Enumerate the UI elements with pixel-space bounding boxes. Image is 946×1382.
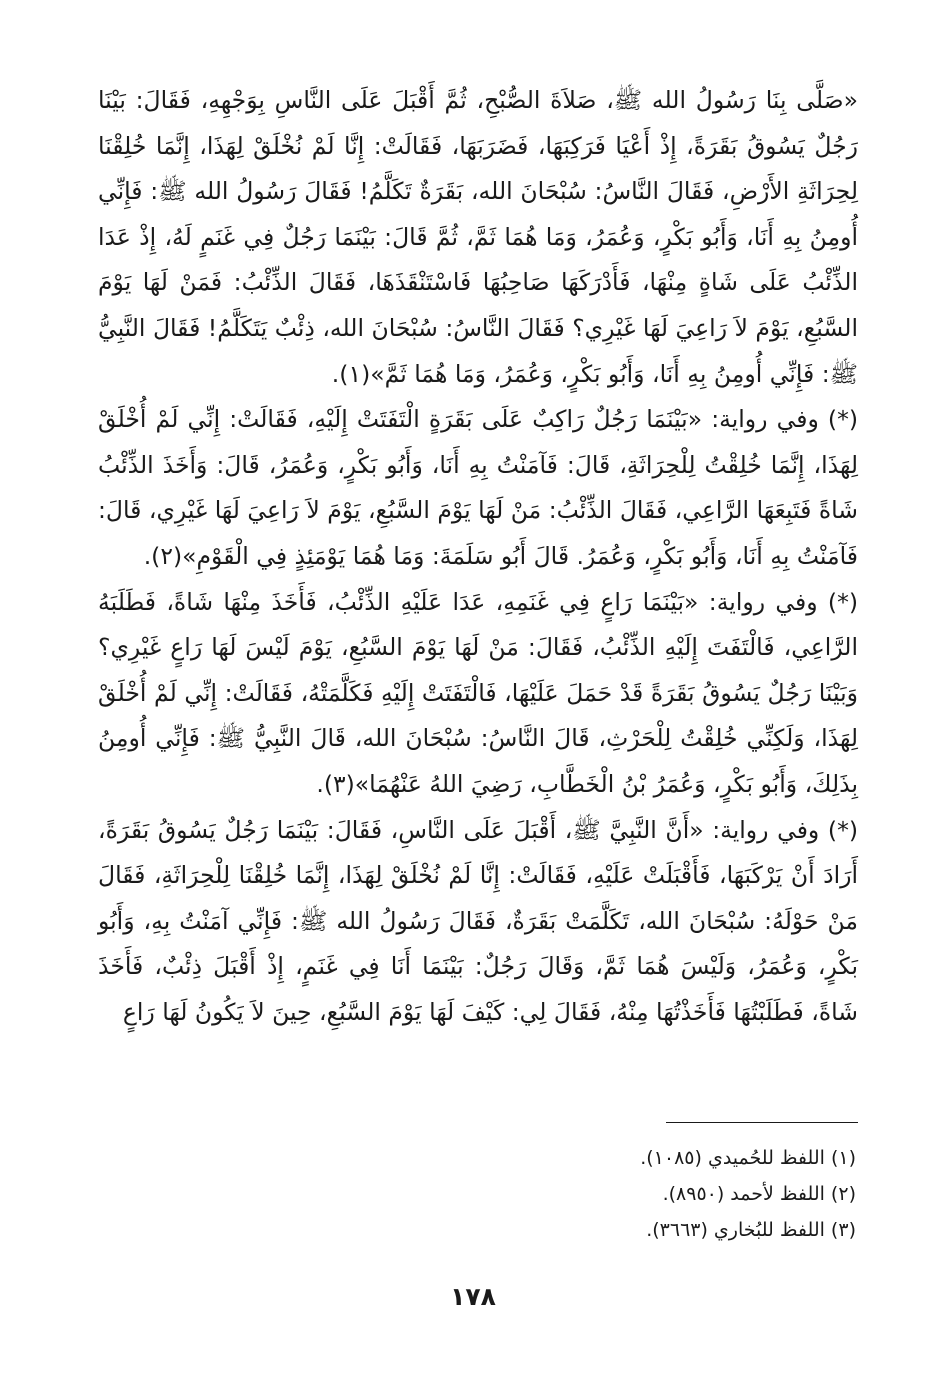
paragraph-1: «صَلَّى بِنَا رَسُولُ الله ﷺ، صَلاَةَ الصُّبْحِ، ثُمَّ أَقْبَلَ عَلَى النَّاسِ بِوَجْهِهِ، فَقَالَ: بَيْنَا رَجُلٌ يَسُوقُ بَقَرَةً، إِذْ أَعْيَا فَرَكِبَهَا، فَضَرَبَهَا، فَقَالَتْ: إِنَّا لَمْ نُخْلَقْ لِهَذَا، إِنَّمَا خُلِقْنَا لِحِرَاثَةِ الأَرْضِ، فَقَالَ النَّاسُ: سُبْحَانَ الله، بَقَرَةٌ تَكَلَّمُ! فَقَالَ رَسُولُ الله ﷺ: فَإِنِّي أُومِنُ بِهِ أَنَا، وَأَبُو بَكْرٍ، وَعُمَرُ، وَمَا هُمَا ثَمَّ، ثُمَّ قَالَ: بَيْنَمَا رَجُلٌ فِي غَنَمٍ لَهُ، إِذْ عَدَا الذِّئْبُ عَلَى شَاةٍ مِنْهَا، فَأَدْرَكَهَا صَاحِبُهَا فَاسْتَنْقَذَهَا، فَقَالَ الذِّئْبُ: فَمَنْ لَهَا يَوْمَ السَّبُعِ، يَوْمَ لاَ رَاعِيَ لَهَا غَيْرِي؟ فَقَالَ النَّاسُ: سُبْحَانَ الله، ذِئْبٌ يَتَكَلَّمُ! فَقَالَ النَّبِيُّ ﷺ: فَإِنِّي أُومِنُ بِهِ أَنَا، وَأَبُو بَكْرٍ، وَعُمَرُ، وَمَا هُمَا ثَمَّ»(١). [98, 86, 858, 388]
footnotes [98, 1140, 856, 1248]
footnote-2: (٢) اللفظ لأحمد (٨٩٥٠). [662, 1183, 856, 1205]
footnote-separator [666, 1122, 858, 1123]
paragraph-2: (*) وفي رواية: «بَيْنَمَا رَجُلٌ رَاكِبٌ عَلَى بَقَرَةٍ الْتَفَتَتْ إِلَيْهِ، فَقَالَتْ: إِنِّي لَمْ أُخْلَقْ لِهَذَا، إِنَّمَا خُلِقْتُ لِلْحِرَاثَةِ، قَالَ: فَآمَنْتُ بِهِ أَنَا، وَأَبُو بَكْرٍ، وَعُمَرُ، قَالَ: وَأَخَذَ الذِّئْبُ شَاةً فَتَبِعَهَا الرَّاعِي، فَقَالَ الذِّئْبُ: مَنْ لَهَا يَوْمَ السَّبُعِ، يَوْمَ لاَ رَاعِيَ لَهَا غَيْرِي، قَالَ: فَآمَنْتُ بِهِ أَنَا، وَأَبُو بَكْرٍ، وَعُمَرُ. قَالَ أَبُو سَلَمَةَ: وَمَا هُمَا يَوْمَئِذٍ فِي الْقَوْمِ»(٢). [98, 405, 858, 570]
footnote-3: (٣) اللفظ للبُخاري (٣٦٦٣). [646, 1219, 856, 1241]
paragraph-4: (*) وفي رواية: «أَنَّ النَّبِيَّ ﷺ، أَقْبَلَ عَلَى النَّاسِ، فَقَالَ: بَيْنَمَا رَجُلٌ يَسُوقُ بَقَرَةً، أَرَادَ أَنْ يَرْكَبَهَا، فَأَقْبَلَتْ عَلَيْهِ، فَقَالَتْ: إِنَّا لَمْ نُخْلَقْ لِهَذَا، إِنَّمَا خُلِقْنَا لِلْحِرَاثَةِ، فَقَالَ مَنْ حَوْلَهُ: سُبْحَانَ الله، تَكَلَّمَتْ بَقَرَةٌ، فَقَالَ رَسُولُ الله ﷺ: فَإِنِّي آمَنْتُ بِهِ، وَأَبُو بَكْرٍ، وَعُمَرُ، وَلَيْسَ هُمَا ثَمَّ، وَقَالَ رَجُلٌ: بَيْنَمَا أَنَا فِي غَنَمٍ، إِذْ أَقْبَلَ ذِئْبٌ، فَأَخَذَ شَاةً، فَطَلَبْتُهَا فَأَخَذْتُهَا مِنْهُ، فَقَالَ لِي: كَيْفَ لَهَا يَوْمَ السَّبُعِ، حِينَ لاَ يَكُونُ لَهَا رَاعٍ [98, 815, 858, 1026]
paragraph-3: (*) وفي رواية: «بَيْنَمَا رَاعٍ فِي غَنَمِهِ، عَدَا عَلَيْهِ الذِّئْبُ، فَأَخَذَ مِنْهَا شَاةً، فَطَلَبَهُ الرَّاعِي، فَالْتَفَتَ إِلَيْهِ الذِّئْبُ، فَقَالَ: مَنْ لَهَا يَوْمَ السَّبُعِ، يَوْمَ لَيْسَ لَهَا رَاعٍ غَيْرِي؟ وَبَيْنَا رَجُلٌ يَسُوقُ بَقَرَةً قَدْ حَمَلَ عَلَيْهَا، فَالْتَفَتَتْ إِلَيْهِ فَكَلَّمَتْهُ، فَقَالَتْ: إِنِّي لَمْ أُخْلَقْ لِهَذَا، وَلَكِنِّي خُلِقْتُ لِلْحَرْثِ، قَالَ النَّاسُ: سُبْحَانَ الله، قَالَ النَّبِيُّ ﷺ: فَإِنِّي أُومِنُ بِذَلِكَ، وَأَبُو بَكْرٍ، وَعُمَرُ بْنُ الْخَطَّابِ، رَضِيَ اللهُ عَنْهُمَا»(٣). [98, 587, 858, 798]
page-number: ١٧٨ [450, 1282, 496, 1311]
main-text [98, 78, 858, 1035]
footnote-1: (١) اللفظ للحُميدي (١٠٨٥). [640, 1147, 856, 1169]
